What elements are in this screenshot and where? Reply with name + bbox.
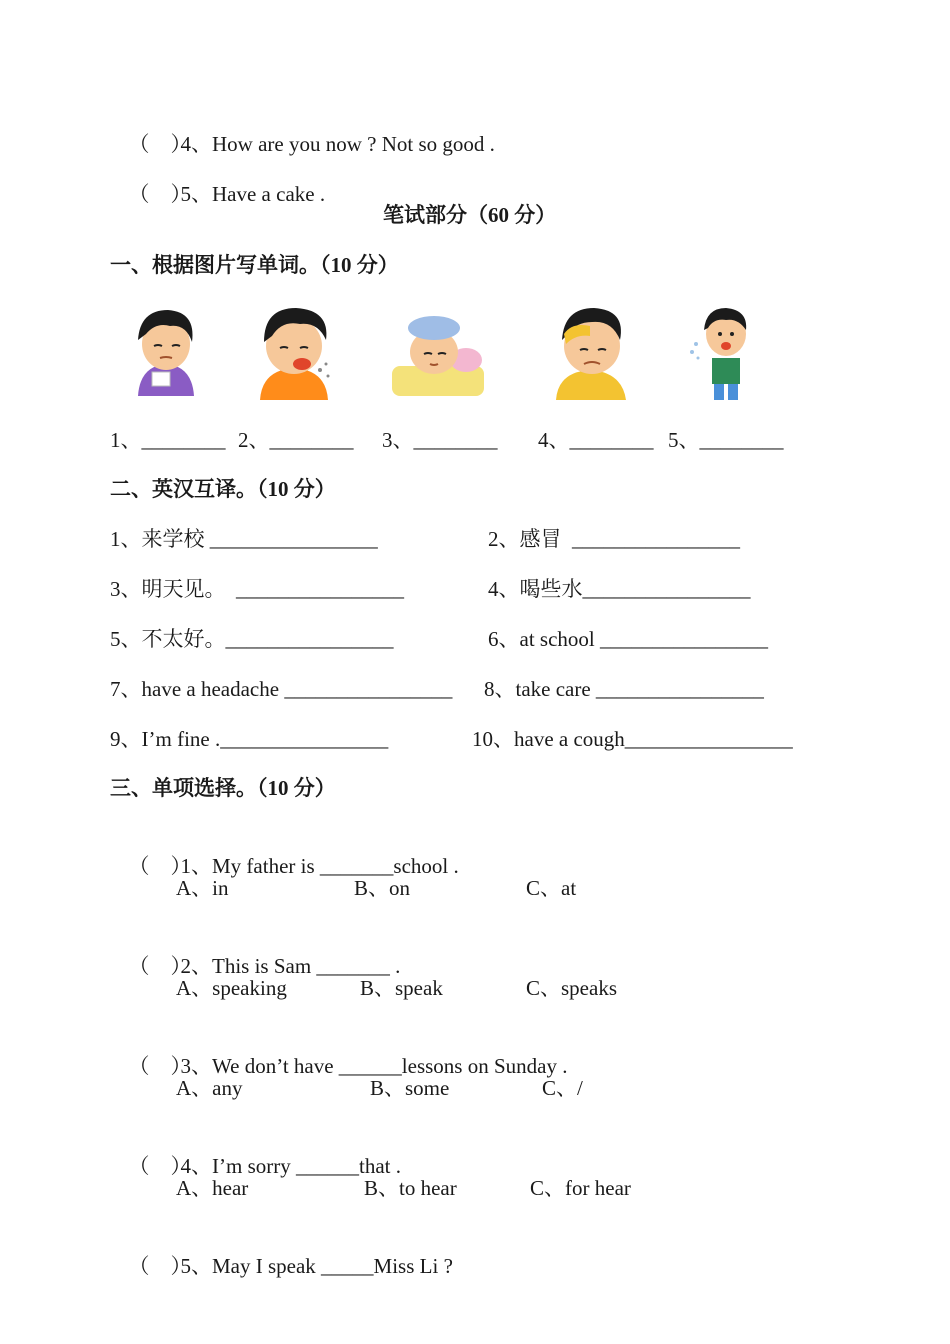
blank-1[interactable]: 1、________ [110, 428, 226, 452]
translation-item[interactable]: 3、明天见。 ________________ [110, 577, 404, 601]
question-row [118, 152, 325, 208]
question-row [118, 1124, 401, 1180]
picture-row [110, 300, 810, 410]
option-b[interactable]: B、on [354, 876, 411, 900]
option-a[interactable]: A、in [176, 876, 229, 900]
blank-3[interactable]: 3、________ [382, 428, 498, 452]
blank-4[interactable]: 4、________ [538, 428, 654, 452]
option-a[interactable]: A、hear [176, 1176, 249, 1200]
question-row [118, 1224, 453, 1280]
question-text: 5、May I speak _____Miss Li ? [180, 1254, 453, 1278]
question-text: 3、We don’t have ______lessons on Sunday . [180, 1054, 568, 1078]
translation-item[interactable]: 7、have a headache ________________ [110, 677, 453, 701]
answer-paren[interactable]: （ ） [128, 1154, 192, 1178]
translation-item[interactable]: 5、不太好。________________ [110, 627, 394, 651]
written-part-title: 笔试部分（60 分） [383, 203, 557, 227]
translation-item[interactable]: 10、have a cough________________ [472, 727, 793, 751]
section-heading: 三、单项选择。（10 分） [110, 776, 336, 800]
section-heading: 二、英汉互译。（10 分） [110, 477, 336, 501]
answer-paren: （ ） [128, 182, 192, 206]
blank-5[interactable]: 5、________ [668, 428, 784, 452]
sick-boy-icon [116, 300, 216, 404]
translation-item[interactable]: 6、at school ________________ [488, 627, 768, 651]
option-c[interactable]: C、speaks [526, 976, 617, 1000]
fever-boy-icon [388, 300, 488, 404]
option-c[interactable]: C、at [526, 876, 577, 900]
translation-item[interactable]: 9、I’m fine .________________ [110, 727, 389, 751]
blank-2[interactable]: 2、________ [238, 428, 354, 452]
question-text: 2、This is Sam _______ . [180, 954, 401, 978]
question-text: 1、My father is _______school . [180, 854, 459, 878]
option-a[interactable]: A、speaking [176, 976, 287, 1000]
question-row [118, 824, 459, 880]
option-b[interactable]: B、speak [360, 976, 443, 1000]
option-c[interactable]: C、for hear [530, 1176, 631, 1200]
option-b[interactable]: B、to hear [364, 1176, 457, 1200]
translation-item[interactable]: 2、感冒 ________________ [488, 527, 740, 551]
answer-paren[interactable]: （ ） [128, 854, 192, 878]
translation-item[interactable]: 4、喝些水________________ [488, 577, 751, 601]
answer-paren[interactable]: （ ） [128, 1254, 192, 1278]
question-row [118, 1024, 567, 1080]
sneezing-boy-icon [676, 300, 776, 404]
option-b[interactable]: B、some [370, 1076, 450, 1100]
coughing-boy-icon [246, 300, 346, 404]
section-heading: 一、根据图片写单词。（10 分） [110, 253, 399, 277]
answer-paren[interactable]: （ ） [128, 954, 192, 978]
answer-paren[interactable]: （ ） [128, 1054, 192, 1078]
question-text: 5、Have a cake . [180, 182, 326, 206]
translation-item[interactable]: 8、take care ________________ [484, 677, 764, 701]
option-c[interactable]: C、/ [542, 1076, 583, 1100]
question-text: 4、How are you now ? Not so good . [180, 132, 495, 156]
translation-item[interactable]: 1、来学校 ________________ [110, 527, 378, 551]
question-row [118, 102, 495, 158]
option-a[interactable]: A、any [176, 1076, 243, 1100]
question-row [118, 924, 400, 980]
headache-boy-icon [542, 300, 642, 404]
answer-paren: （ ） [128, 132, 192, 156]
question-text: 4、I’m sorry ______that . [180, 1154, 401, 1178]
